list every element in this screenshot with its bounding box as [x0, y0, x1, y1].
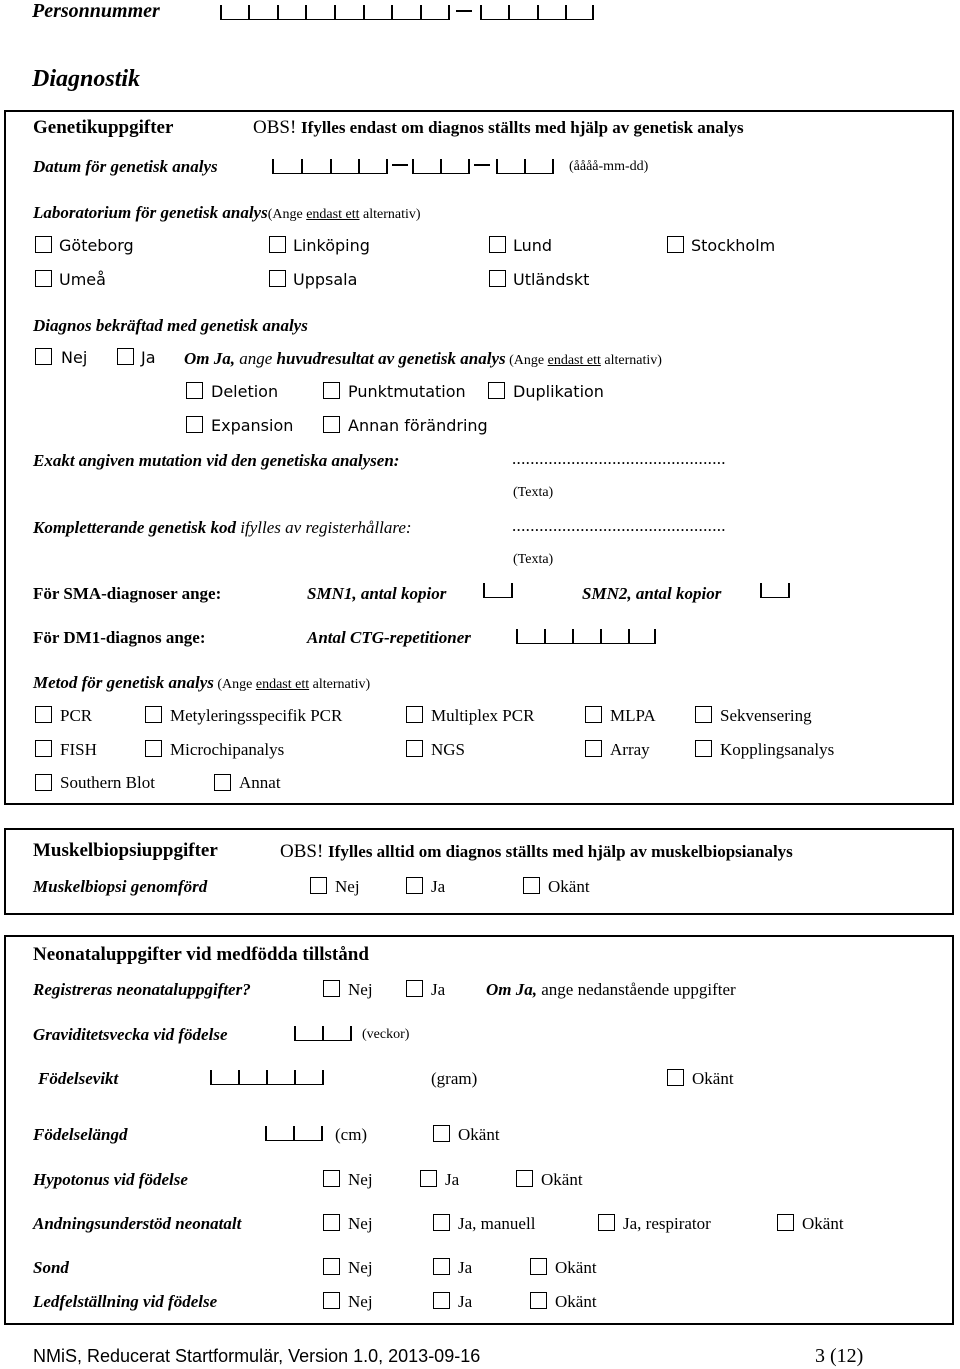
- method-sekvensering-checkbox[interactable]: [695, 706, 712, 723]
- lab-umea-label: Umeå: [59, 270, 106, 289]
- hypotonus-ja-checkbox[interactable]: [420, 1170, 437, 1187]
- vikt-okant-checkbox[interactable]: [667, 1069, 684, 1086]
- result-deletion-label: Deletion: [211, 382, 279, 401]
- andning-okant-label: Okänt: [802, 1214, 844, 1233]
- grav-label: Graviditetsvecka vid födelse: [33, 1025, 228, 1044]
- method-pcr-label: PCR: [60, 706, 93, 725]
- lab-lund-checkbox[interactable]: [489, 236, 506, 253]
- lab-goteborg-label: Göteborg: [59, 236, 134, 255]
- andning-nej-label: Nej: [348, 1214, 373, 1233]
- result-annan-checkbox[interactable]: [323, 416, 340, 433]
- lab-umea-checkbox[interactable]: [35, 270, 52, 287]
- metod-label: Metod för genetisk analys (Ange endast ett alternativ): [33, 673, 371, 692]
- sond-ja-checkbox[interactable]: [433, 1258, 450, 1275]
- ctg-field[interactable]: [516, 628, 656, 644]
- hypotonus-ja-label: Ja: [445, 1170, 460, 1189]
- ledfel-ja-checkbox[interactable]: [433, 1292, 450, 1309]
- method-southern-checkbox[interactable]: [35, 774, 52, 791]
- muskel-ja-label: Ja: [431, 877, 446, 896]
- method-microchip-checkbox[interactable]: [145, 740, 162, 757]
- registreras-nej-label: Nej: [348, 980, 373, 999]
- result-annan-label: Annan förändring: [348, 416, 488, 435]
- method-metylering-label: Metyleringsspecifik PCR: [170, 706, 343, 725]
- result-punktmutation-checkbox[interactable]: [323, 382, 340, 399]
- ledfel-nej-label: Nej: [348, 1292, 373, 1311]
- kompletterande-input[interactable]: ...............................................: [512, 516, 726, 535]
- lab-linkoping-label: Linköping: [293, 236, 370, 255]
- registreras-ja-label: Ja: [431, 980, 446, 999]
- method-ngs-checkbox[interactable]: [406, 740, 423, 757]
- smn1-label: SMN1, antal kopior: [307, 584, 447, 603]
- kompletterande-texta-hint: (Texta): [513, 552, 554, 567]
- method-metylering-checkbox[interactable]: [145, 706, 162, 723]
- method-koppling-label: Kopplingsanalys: [720, 740, 835, 759]
- langd-label: Födelselängd: [33, 1125, 128, 1144]
- method-array-checkbox[interactable]: [585, 740, 602, 757]
- method-annat-label: Annat: [239, 773, 281, 792]
- method-microchip-label: Microchipanalys: [170, 740, 285, 759]
- muskel-ja-checkbox[interactable]: [406, 877, 423, 894]
- footer-version: NMiS, Reducerat Startformulär, Version 1.0, 2013-09-16: [33, 1346, 481, 1366]
- bekraftad-label: Diagnos bekräftad med genetisk analys: [33, 316, 308, 335]
- vikt-okant-label: Okänt: [692, 1069, 734, 1088]
- method-mlpa-checkbox[interactable]: [585, 706, 602, 723]
- lab-goteborg-checkbox[interactable]: [35, 236, 52, 253]
- method-multiplex-checkbox[interactable]: [406, 706, 423, 723]
- exakt-label: Exakt angiven mutation vid den genetiska analysen:: [33, 451, 400, 470]
- method-annat-checkbox[interactable]: [214, 774, 231, 791]
- method-fish-label: FISH: [60, 740, 97, 759]
- ledfel-ja-label: Ja: [458, 1292, 473, 1311]
- genetik-title: Genetikuppgifter: [33, 117, 174, 138]
- grav-field[interactable]: [294, 1025, 352, 1041]
- method-mlpa-label: MLPA: [610, 706, 656, 725]
- personnummer-date-field[interactable]: [220, 4, 450, 20]
- neonatal-title: Neonataluppgifter vid medfödda tillstånd: [33, 944, 369, 965]
- muskel-obs-note: OBS! Ifylles alltid om diagnos ställts med hjälp av muskelbiopsianalys: [280, 841, 793, 862]
- muskel-nej-label: Nej: [335, 877, 360, 896]
- andning-manuell-label: Ja, manuell: [458, 1214, 536, 1233]
- datum-month-field[interactable]: [412, 158, 470, 174]
- sond-nej-label: Nej: [348, 1258, 373, 1277]
- registreras-om-ja-note: Om Ja, ange nedanstående uppgifter: [486, 980, 736, 999]
- lab-label: Laboratorium för genetisk analys(Ange endast ett alternativ): [33, 203, 421, 222]
- andning-okant-checkbox[interactable]: [777, 1214, 794, 1231]
- result-punktmutation-label: Punktmutation: [348, 382, 466, 401]
- lab-uppsala-checkbox[interactable]: [269, 270, 286, 287]
- personnummer-dash: [456, 10, 472, 12]
- method-array-label: Array: [610, 740, 650, 759]
- result-duplikation-checkbox[interactable]: [488, 382, 505, 399]
- exakt-texta-hint: (Texta): [513, 485, 554, 500]
- andning-respirator-checkbox[interactable]: [598, 1214, 615, 1231]
- ledfel-okant-label: Okänt: [555, 1292, 597, 1311]
- smn1-field[interactable]: [483, 582, 513, 598]
- sond-okant-checkbox[interactable]: [530, 1258, 547, 1275]
- result-deletion-checkbox[interactable]: [186, 382, 203, 399]
- smn2-label: SMN2, antal kopior: [582, 584, 722, 603]
- ctg-label: Antal CTG-repetitioner: [307, 628, 471, 647]
- datum-year-field[interactable]: [272, 158, 388, 174]
- langd-unit: (cm): [335, 1125, 368, 1144]
- sond-label: Sond: [33, 1258, 69, 1277]
- page-heading: Diagnostik: [32, 66, 141, 92]
- muskel-title: Muskelbiopsiuppgifter: [33, 840, 218, 861]
- kompletterande-label: Kompletterande genetisk kod ifylles av registerhållare:: [33, 518, 412, 537]
- vikt-label: Födelsevikt: [38, 1069, 119, 1088]
- andning-respirator-label: Ja, respirator: [623, 1214, 711, 1233]
- hypotonus-okant-checkbox[interactable]: [516, 1170, 533, 1187]
- bekraftad-ja-checkbox[interactable]: [117, 348, 134, 365]
- lab-utlandskt-label: Utländskt: [513, 270, 590, 289]
- sond-nej-checkbox[interactable]: [323, 1258, 340, 1275]
- hypotonus-nej-checkbox[interactable]: [323, 1170, 340, 1187]
- registreras-nej-checkbox[interactable]: [323, 980, 340, 997]
- method-pcr-checkbox[interactable]: [35, 706, 52, 723]
- lab-stockholm-label: Stockholm: [691, 236, 776, 255]
- datum-label: Datum för genetisk analys: [33, 157, 218, 176]
- andning-label: Andningsunderstöd neonatalt: [33, 1214, 242, 1233]
- muskel-genomford-label: Muskelbiopsi genomförd: [33, 877, 208, 896]
- bekraftad-nej-label: Nej: [61, 348, 88, 367]
- lab-linkoping-checkbox[interactable]: [269, 236, 286, 253]
- method-multiplex-label: Multiplex PCR: [431, 706, 535, 725]
- result-duplikation-label: Duplikation: [513, 382, 604, 401]
- hypotonus-label: Hypotonus vid födelse: [33, 1170, 188, 1189]
- datum-dash-1: [392, 164, 408, 166]
- genetik-obs-note: OBS! Ifylles endast om diagnos ställts med hjälp av genetisk analys: [253, 117, 744, 138]
- lab-uppsala-label: Uppsala: [293, 270, 358, 289]
- huvudresultat-label: Om Ja, ange huvudresultat av genetisk analys (Ange endast ett alternativ): [184, 349, 662, 368]
- vikt-field[interactable]: [210, 1069, 324, 1085]
- hypotonus-okant-label: Okänt: [541, 1170, 583, 1189]
- hypotonus-nej-label: Nej: [348, 1170, 373, 1189]
- method-sekvensering-label: Sekvensering: [720, 706, 812, 725]
- andning-nej-checkbox[interactable]: [323, 1214, 340, 1231]
- muskel-nej-checkbox[interactable]: [310, 877, 327, 894]
- smn2-field[interactable]: [760, 582, 790, 598]
- datum-day-field[interactable]: [496, 158, 554, 174]
- andning-manuell-checkbox[interactable]: [433, 1214, 450, 1231]
- exakt-input[interactable]: ...............................................: [512, 449, 726, 468]
- registreras-ja-checkbox[interactable]: [406, 980, 423, 997]
- grav-unit: (veckor): [362, 1027, 410, 1042]
- personnummer-number-field[interactable]: [480, 4, 594, 20]
- footer-page-number: 3 (12): [815, 1345, 864, 1367]
- datum-dash-2: [474, 164, 490, 166]
- langd-okant-checkbox[interactable]: [433, 1125, 450, 1142]
- lab-stockholm-checkbox[interactable]: [667, 236, 684, 253]
- sond-ja-label: Ja: [458, 1258, 473, 1277]
- bekraftad-nej-checkbox[interactable]: [35, 348, 52, 365]
- muskel-okant-checkbox[interactable]: [523, 877, 540, 894]
- result-expansion-label: Expansion: [211, 416, 294, 435]
- vikt-unit: (gram): [431, 1069, 478, 1088]
- ledfel-label: Ledfelställning vid födelse: [33, 1292, 218, 1311]
- method-fish-checkbox[interactable]: [35, 740, 52, 757]
- personnummer-label: Personnummer: [32, 0, 160, 22]
- datum-format-hint: (åååå-mm-dd): [569, 159, 649, 174]
- method-ngs-label: NGS: [431, 740, 466, 759]
- method-southern-label: Southern Blot: [60, 773, 155, 792]
- registreras-label: Registreras neonataluppgifter?: [33, 980, 251, 999]
- sond-okant-label: Okänt: [555, 1258, 597, 1277]
- result-expansion-checkbox[interactable]: [186, 416, 203, 433]
- sma-label: För SMA-diagnoser ange:: [33, 584, 222, 603]
- lab-utlandskt-checkbox[interactable]: [489, 270, 506, 287]
- bekraftad-ja-label: Ja: [141, 348, 156, 367]
- method-koppling-checkbox[interactable]: [695, 740, 712, 757]
- langd-field[interactable]: [265, 1125, 323, 1141]
- muskel-okant-label: Okänt: [548, 877, 590, 896]
- langd-okant-label: Okänt: [458, 1125, 500, 1144]
- ledfel-okant-checkbox[interactable]: [530, 1292, 547, 1309]
- lab-lund-label: Lund: [513, 236, 553, 255]
- dm1-label: För DM1-diagnos ange:: [33, 628, 206, 647]
- ledfel-nej-checkbox[interactable]: [323, 1292, 340, 1309]
